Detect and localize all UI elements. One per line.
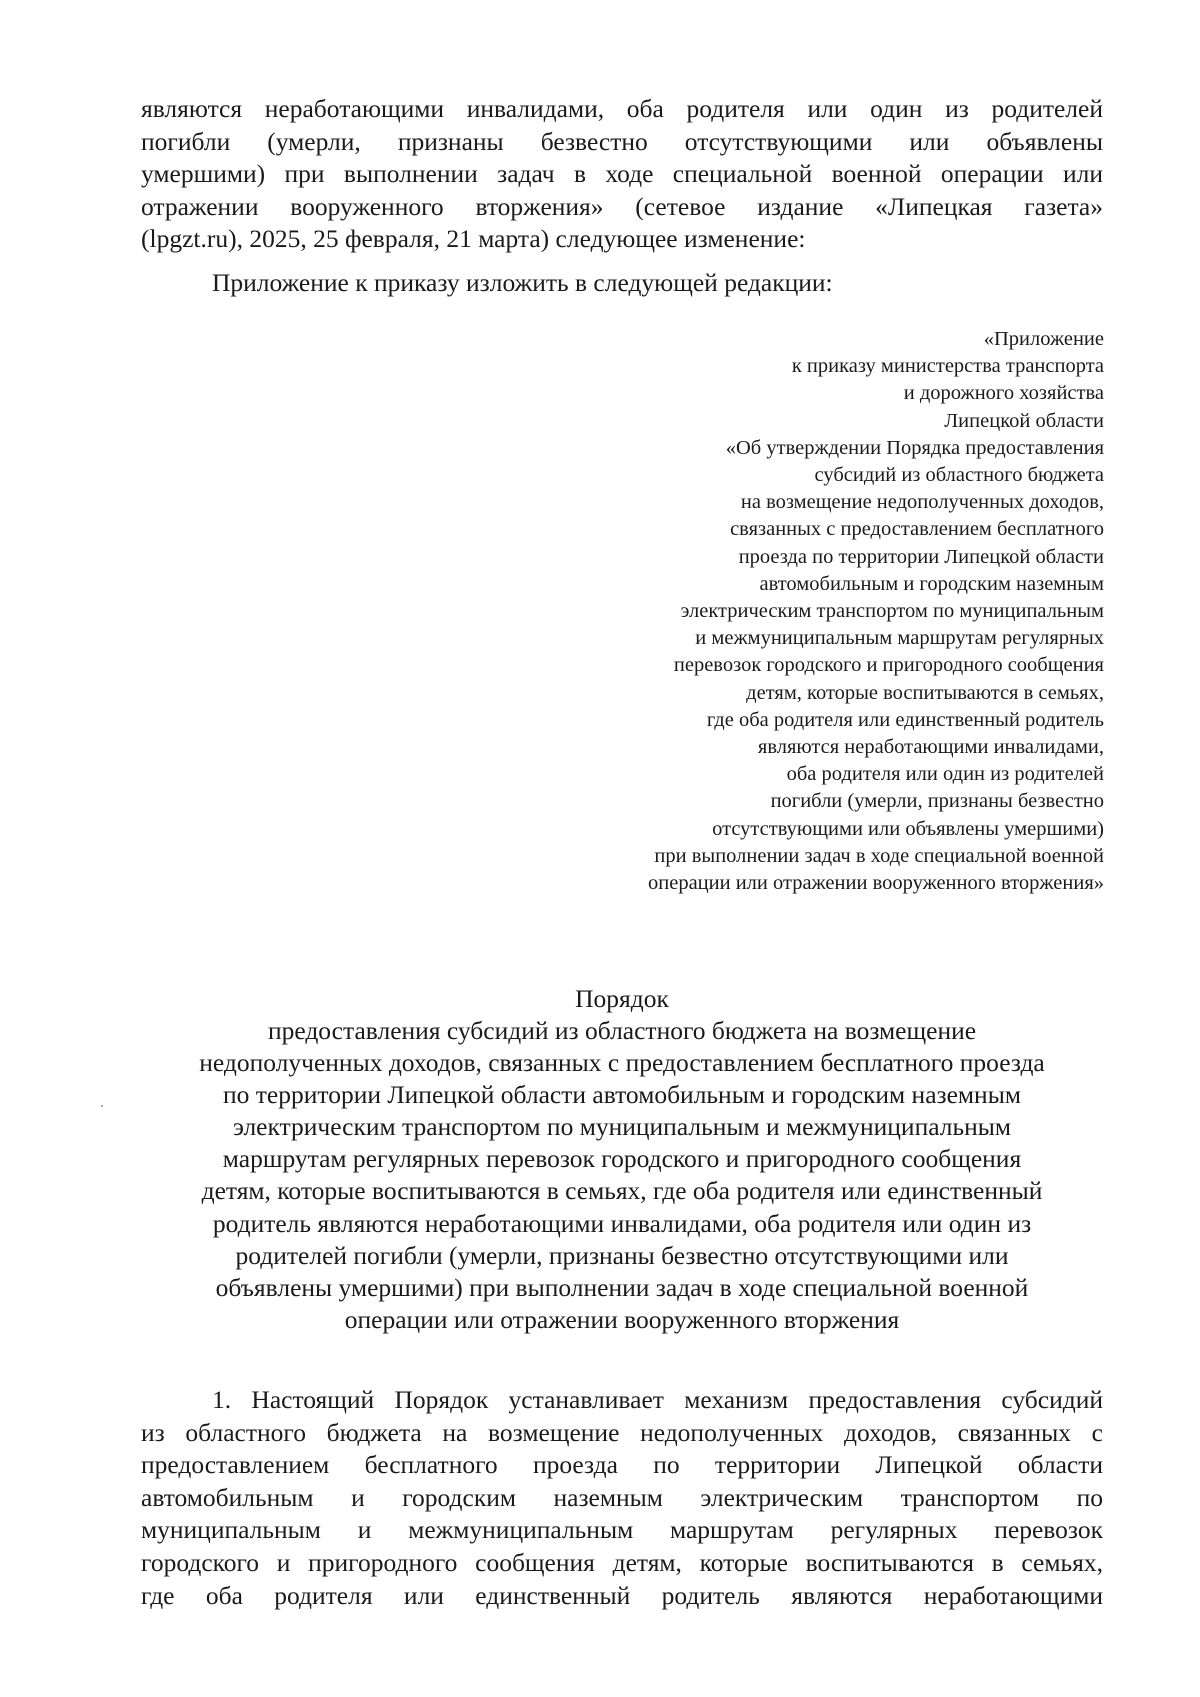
order-subtitle-line: недополученных доходов, связанных с предоставлением бесплатного проезда bbox=[199, 1048, 1045, 1078]
appendix-line: «Приложение bbox=[983, 328, 1104, 350]
instruction-line: Приложение к приказу изложить в следующей редакции: bbox=[212, 268, 833, 297]
paragraph-1-line: где оба родителя или единственный родитель являются неработающими bbox=[141, 1580, 1103, 1610]
order-subtitle-line: родителей погибли (умерли, признаны безвестно отсутствующими или bbox=[235, 1240, 1009, 1270]
appendix-line: и межмуниципальным маршрутам регулярных bbox=[695, 627, 1104, 650]
appendix-line: оба родителя или один из родителей bbox=[786, 763, 1104, 786]
order-subtitle-line: родитель являются неработающими инвалидами, оба родителя или один из bbox=[212, 1208, 1032, 1238]
appendix-line: субсидий из областного бюджета bbox=[814, 464, 1104, 487]
intro-line: являются неработающими инвалидами, оба родителя или один из родителей bbox=[141, 94, 1103, 123]
appendix-line: перевозок городского и пригородного сообщения bbox=[673, 654, 1104, 677]
intro-paragraph bbox=[141, 93, 1103, 256]
appendix-line: операции или отражении вооруженного вторжения» bbox=[648, 872, 1104, 895]
appendix-line: к приказу министерства транспорта bbox=[791, 355, 1104, 378]
paragraph-1-line: 1. Настоящий Порядок устанавливает механизм предоставления субсидий bbox=[212, 1385, 1103, 1414]
paragraph-1-line: муниципальным и межмуниципальным маршрутам регулярных перевозок bbox=[141, 1515, 1103, 1545]
appendix-line: и дорожного хозяйства bbox=[903, 382, 1104, 405]
appendix-line: при выполнении задач в ходе специальной военной bbox=[654, 844, 1104, 867]
intro-line: отражении вооруженного вторжения» (сетевое издание «Липецкая газета» bbox=[141, 191, 1103, 221]
order-subtitle-line: предоставления субсидий из областного бюджета на возмещение bbox=[267, 1016, 977, 1045]
paragraph-1-line: предоставлением бесплатного проезда по территории Липецкой области bbox=[141, 1450, 1103, 1480]
order-subtitle-line: объявлены умершими) при выполнении задач в ходе специальной военной bbox=[215, 1272, 1029, 1302]
appendix-line: где оба родителя или единственный родитель bbox=[706, 708, 1104, 731]
appendix-line: связанных с предоставлением бесплатного bbox=[730, 518, 1104, 541]
appendix-line: являются неработающими инвалидами, bbox=[757, 736, 1104, 759]
appendix-line: проезда по территории Липецкой области bbox=[738, 545, 1104, 568]
order-subtitle bbox=[141, 1015, 1103, 1336]
appendix-line: на возмещение недополученных доходов, bbox=[740, 491, 1104, 514]
intro-line: погибли (умерли, признаны безвестно отсутствующими или объявлены bbox=[141, 126, 1103, 156]
appendix-line: детям, которые воспитываются в семьях, bbox=[746, 681, 1104, 704]
paragraph-1-line: из областного бюджета на возмещение недополученных доходов, связанных с bbox=[141, 1417, 1103, 1447]
order-subtitle-line: операции или отражении вооруженного вторжения bbox=[344, 1304, 900, 1334]
intro-line: умершими) при выполнении задач в ходе специальной военной операции или bbox=[141, 159, 1103, 189]
order-title: Порядок bbox=[575, 984, 669, 1013]
appendix-line: Липецкой области bbox=[944, 409, 1104, 432]
intro-line: (lpgzt.ru), 2025, 25 февраля, 21 марта) следующее изменение: bbox=[141, 224, 806, 254]
order-subtitle-line: маршрутам регулярных перевозок городского и пригородного сообщения bbox=[222, 1144, 1022, 1174]
appendix-header bbox=[544, 326, 1104, 897]
appendix-line: погибли (умерли, признаны безвестно bbox=[770, 790, 1104, 813]
scan-speck bbox=[101, 1105, 103, 1107]
paragraph-1-line: городского и пригородного сообщения детям, которые воспитываются в семьях, bbox=[141, 1547, 1103, 1577]
paragraph-1-line: автомобильным и городским наземным электрическим транспортом по bbox=[141, 1482, 1103, 1512]
order-subtitle-line: детям, которые воспитываются в семьях, где оба родителя или единственный bbox=[201, 1176, 1043, 1206]
appendix-line: электрическим транспортом по муниципальным bbox=[680, 600, 1104, 623]
order-subtitle-line: электрическим транспортом по муниципальным и межмуниципальным bbox=[232, 1112, 1012, 1142]
appendix-line: отсутствующими или объявлены умершими) bbox=[712, 817, 1104, 840]
appendix-line: автомобильным и городским наземным bbox=[759, 572, 1104, 595]
paragraph-1 bbox=[141, 1384, 1103, 1612]
appendix-line: «Об утверждении Порядка предоставления bbox=[725, 436, 1104, 459]
order-subtitle-line: по территории Липецкой области автомобильным и городским наземным bbox=[223, 1080, 1021, 1110]
